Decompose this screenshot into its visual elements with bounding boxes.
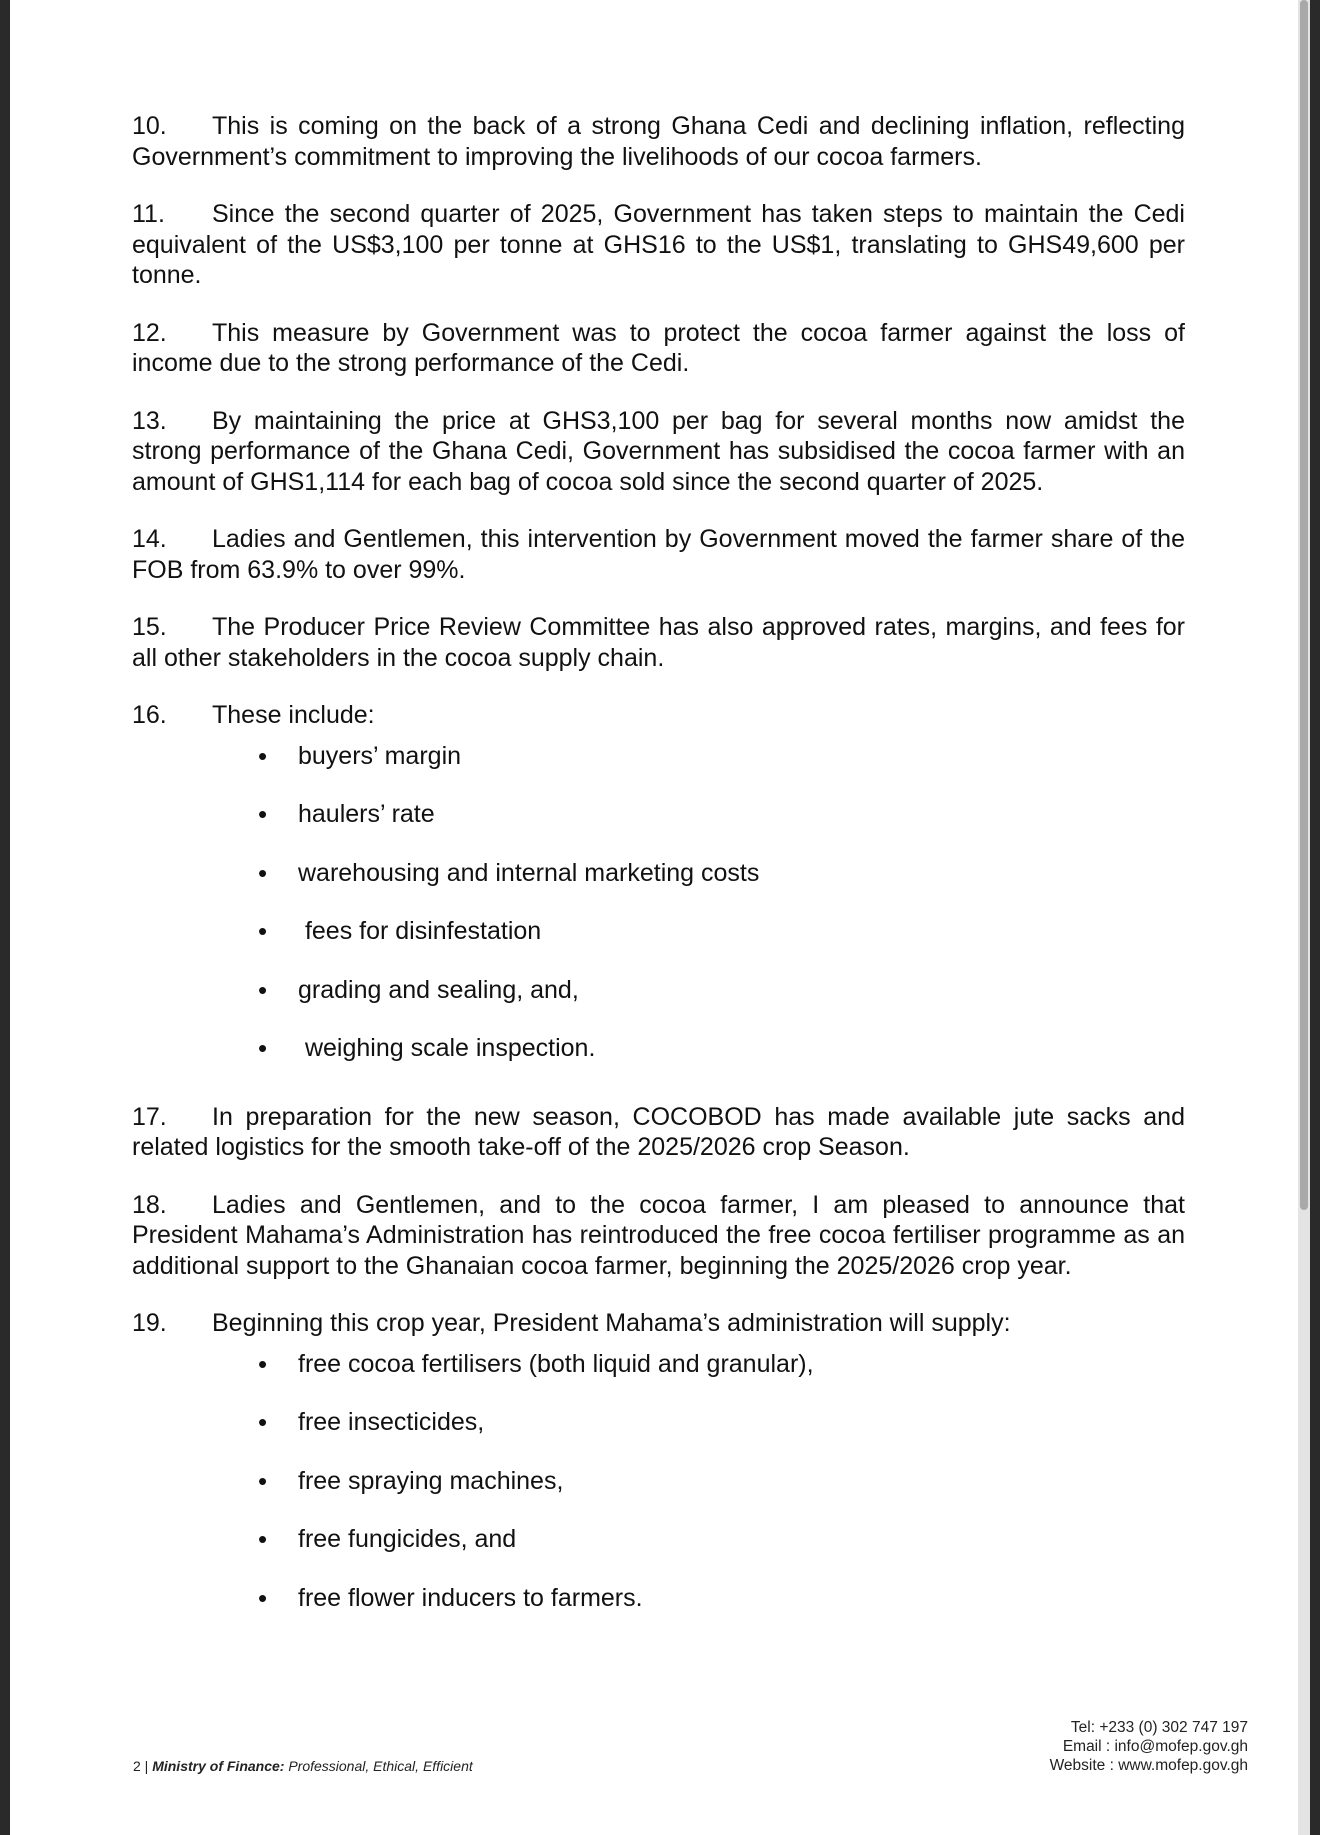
paragraph-text: Ladies and Gentlemen, this intervention by Government moved the farmer share of the FOB from 63.9% to over 99%. — [132, 525, 1185, 584]
contact-email: Email : info@mofep.gov.gh — [1062, 1738, 1248, 1755]
paragraph-13 — [132, 406, 1185, 498]
paragraph-number: 10. — [132, 112, 167, 140]
list-item: • fees for disinfestation — [132, 916, 1185, 975]
paragraph-number: 11. — [132, 200, 165, 228]
farmer-support-list — [132, 1349, 1185, 1642]
scrollbar-thumb[interactable] — [1300, 0, 1308, 1210]
list-item: • free cocoa fertilisers (both liquid and granular), — [132, 1349, 1185, 1408]
list-item: • free fungicides, and — [132, 1524, 1185, 1583]
paragraph-text: Since the second quarter of 2025, Government has taken steps to maintain the Cedi equivalent of the US$3,100 per tonne at GHS16 to the US$1, translating to GHS49,600 per tonne. — [132, 200, 1185, 289]
page-number: 2 | — [133, 1758, 153, 1774]
paragraph-text: Beginning this crop year, President Mahama’s administration will supply: — [212, 1309, 1011, 1337]
paragraph-number: 12. — [132, 318, 167, 347]
page-footer — [133, 1758, 473, 1774]
contact-telephone: Tel: +233 (0) 302 747 197 — [1070, 1719, 1248, 1736]
ministry-name: Ministry of Finance: — [152, 1758, 285, 1774]
paragraph-text: Ladies and Gentlemen, and to the cocoa farmer, I am pleased to announce that President Mahama’s Administration has reintroduced the free cocoa fertiliser programme as an additional support to the Ghanaian cocoa farmer, beginning the 2025/2026 crop year. — [132, 1190, 1185, 1280]
left-frame-edge — [0, 0, 10, 1835]
paragraph-17 — [132, 1102, 1185, 1163]
paragraph-10 — [132, 111, 1185, 172]
paragraph-number: 19. — [132, 1309, 167, 1337]
paragraph-15 — [132, 612, 1185, 673]
list-item: • free insecticides, — [132, 1407, 1185, 1466]
paragraph-number: 17. — [132, 1102, 167, 1131]
list-item: • free flower inducers to farmers. — [132, 1583, 1185, 1642]
list-item: • grading and sealing, and, — [132, 975, 1185, 1034]
paragraph-text: These include: — [212, 701, 375, 729]
list-item: • weighing scale inspection. — [132, 1033, 1185, 1092]
paragraph-12 — [132, 318, 1185, 379]
paragraph-14 — [132, 524, 1185, 585]
contact-website: Website : www.mofep.gov.gh — [1049, 1757, 1248, 1774]
list-item: • buyers’ margin — [132, 741, 1185, 800]
paragraph-text: The Producer Price Review Committee has also approved rates, margins, and fees for all other stakeholders in the cocoa supply chain. — [132, 613, 1185, 672]
paragraph-18 — [132, 1190, 1185, 1282]
paragraph-text: This is coming on the back of a strong Ghana Cedi and declining inflation, reflecting Government’s commitment to improving the livelihoods of our cocoa farmers. — [132, 112, 1185, 171]
paragraph-19 — [132, 1308, 1185, 1339]
list-item: • haulers’ rate — [132, 799, 1185, 858]
document-body — [132, 111, 1185, 1651]
paragraph-text: In preparation for the new season, COCOBOD has made available jute sacks and related logistics for the smooth take-off of the 2025/2026 crop Season. — [132, 1102, 1185, 1161]
ministry-tagline: Professional, Ethical, Efficient — [284, 1758, 473, 1774]
paragraph-11 — [132, 199, 1185, 291]
paragraph-number: 14. — [132, 525, 167, 553]
stakeholder-fees-list — [132, 741, 1185, 1092]
contact-block — [960, 1718, 1248, 1775]
paragraph-number: 15. — [132, 613, 167, 641]
paragraph-text: By maintaining the price at GHS3,100 per bag for several months now amidst the strong performance of the Ghana Cedi, Government has subsidised the cocoa farmer with an amount of GHS1,114 for each bag of cocoa sold since the second quarter of 2025. — [132, 406, 1185, 496]
paragraph-number: 18. — [132, 1190, 167, 1219]
paragraph-number: 13. — [132, 406, 167, 435]
right-frame-edge — [1310, 0, 1320, 1835]
list-item: • free spraying machines, — [132, 1466, 1185, 1525]
list-item: • warehousing and internal marketing costs — [132, 858, 1185, 917]
paragraph-16 — [132, 700, 1185, 731]
paragraph-number: 16. — [132, 701, 167, 729]
paragraph-text: This measure by Government was to protect the cocoa farmer against the loss of income due to the strong performance of the Cedi. — [132, 318, 1185, 377]
